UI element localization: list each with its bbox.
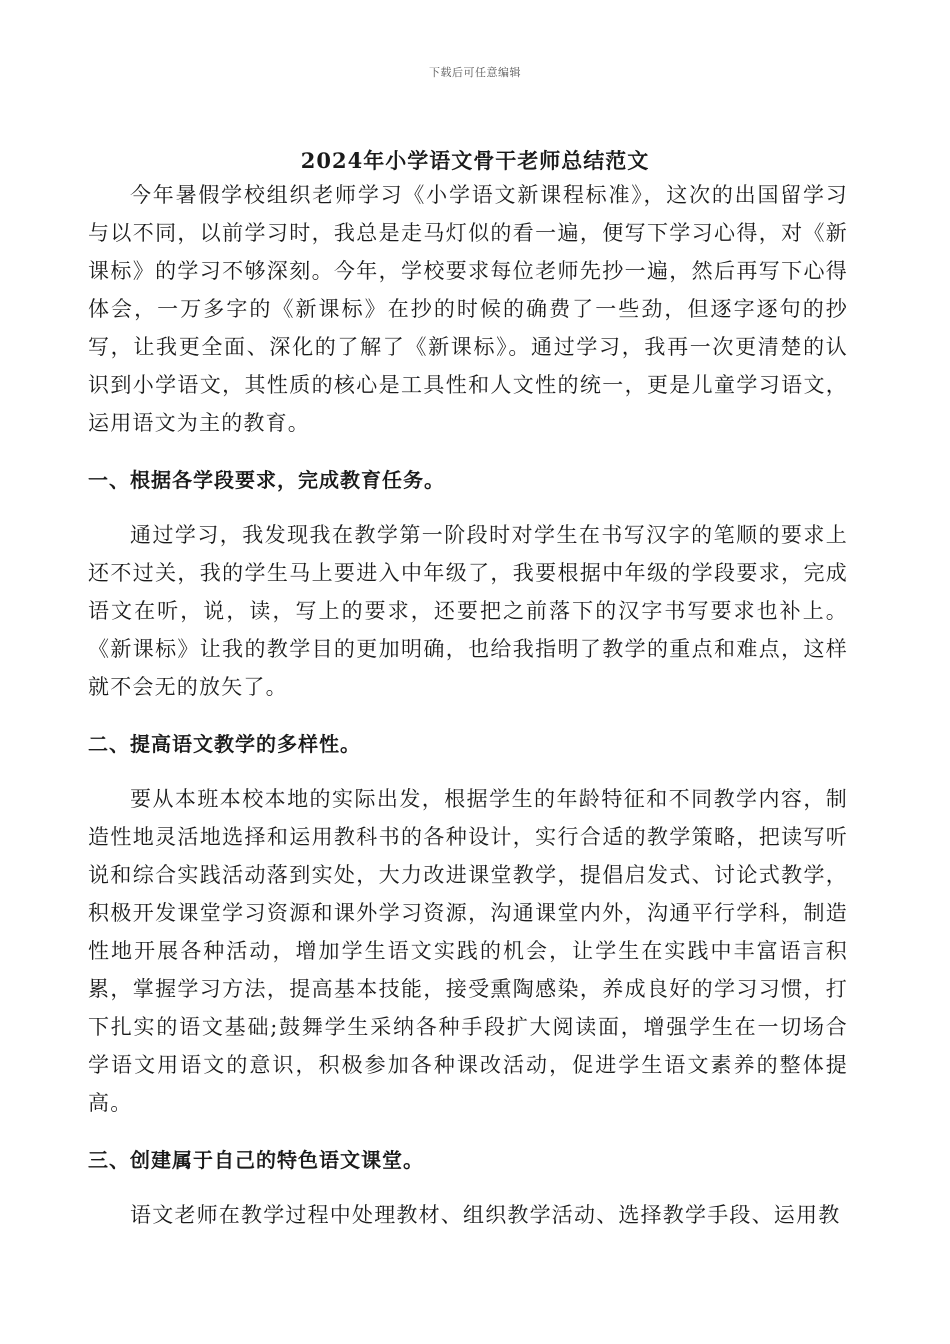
section-3-heading: 三、创建属于自己的特色语文课堂。 — [88, 1148, 424, 1172]
section-1-paragraph: 通过学习，我发现我在教学第一阶段时对学生在书写汉字的笔顺的要求上还不过关，我的学生马上要进入中年级了，我要根据中年级的学段要求，完成语文在听，说，读，写上的要求，还要把之前落下的汉字书写要求也补上。《新课标》让我的教学目的更加明确，也给我指明了教学的重点和难点，这样就不会无的放矢了。 — [88, 523, 848, 699]
section-1-heading: 一、根据各学段要求，完成教育任务。 — [88, 468, 445, 492]
section-2-heading: 二、提高语文教学的多样性。 — [88, 732, 361, 756]
document-body — [88, 170, 848, 1234]
header-note: 下载后可任意编辑 — [429, 66, 521, 79]
section-2-paragraph: 要从本班本校本地的实际出发，根据学生的年龄特征和不同教学内容，制造性地灵活地选择和运用教科书的各种设计，实行合适的教学策略，把读写听说和综合实践活动落到实处，大力改进课堂教学，提倡启发式、讨论式教学，积极开发课堂学习资源和课外学习资源，沟通课堂内外，沟通平行学科，制造性地开展各种活动，增加学生语文实践的机会，让学生在实践中丰富语言积累，掌握学习方法，提高基本技能，接受熏陶感染，养成良好的学习习惯，打下扎实的语文基础;鼓舞学生采纳各种手段扩大阅读面，增强学生在一切场合学语文用语文的意识，积极参加各种课改活动，促进学生语文素养的整体提高。 — [88, 787, 848, 1115]
section-3-paragraph: 语文老师在教学过程中处理教材、组织教学活动、选择教学手段、运用教 — [130, 1203, 841, 1227]
document-title: 2024年小学语文骨干老师总结范文 — [300, 148, 650, 173]
intro-paragraph: 今年暑假学校组织老师学习《小学语文新课程标准》，这次的出国留学习与以不同，以前学习时，我总是走马灯似的看一遍，便写下学习心得，对《新课标》的学习不够深刻。今年，学校要求每位老师先抄一遍，然后再写下心得体会，一万多字的《新课标》在抄的时候的确费了一些劲，但逐字逐句的抄写，让我更全面、深化的了解了《新课标》。通过学习，我再一次更清楚的认识到小学语文，其性质的核心是工具性和人文性的统一，更是儿童学习语文，运用语文为主的教育。 — [88, 183, 848, 435]
